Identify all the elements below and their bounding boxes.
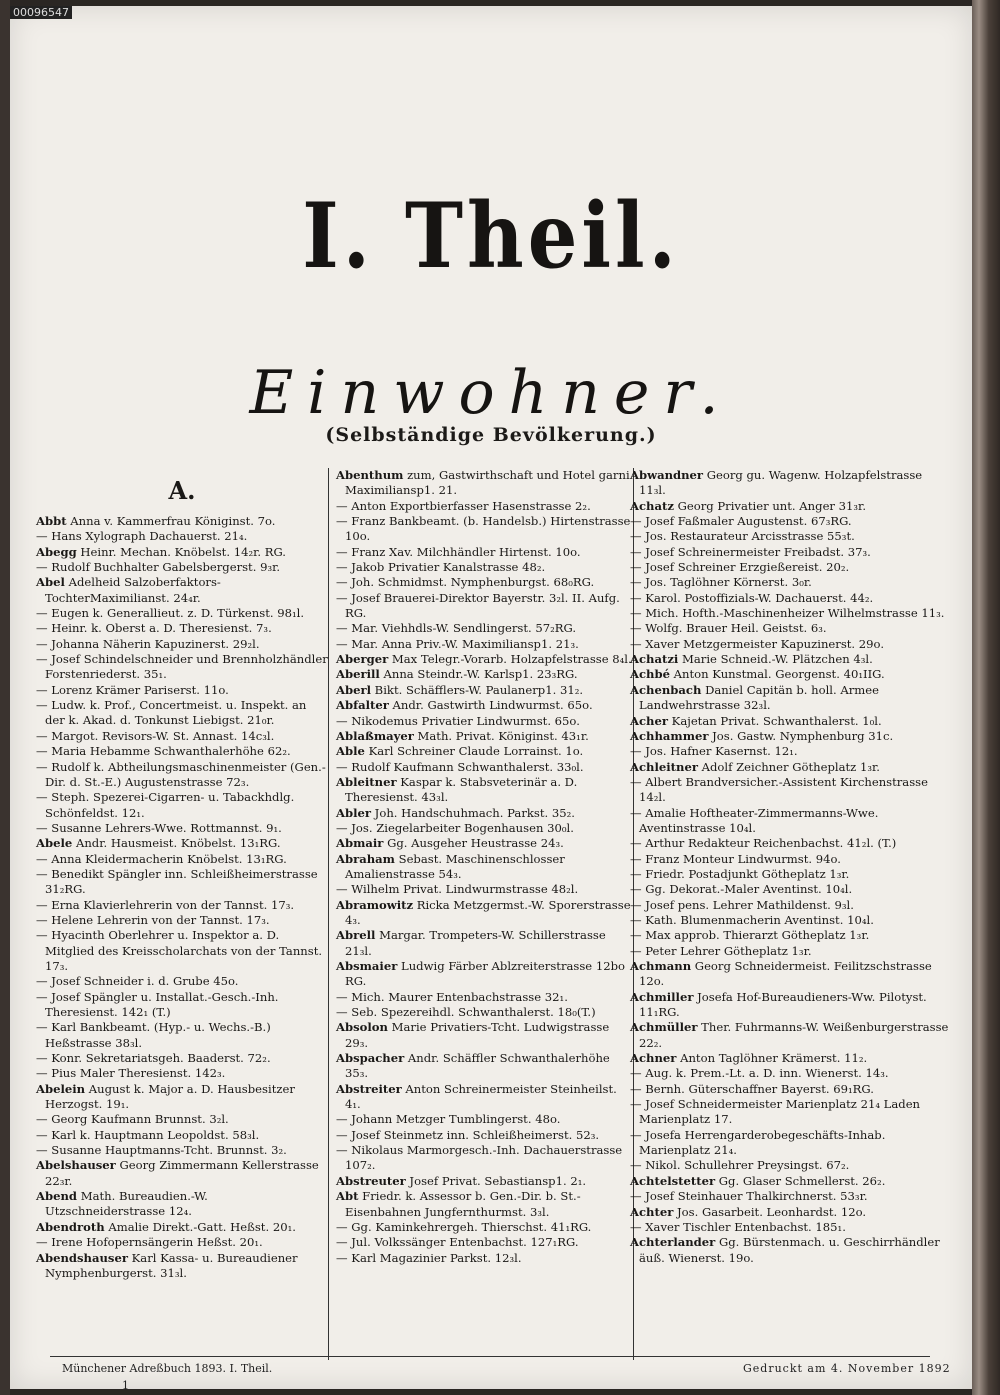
directory-entry: — Amalie Hoftheater-Zimmermanns-Wwe. Aventinstrasse 10₄l. [630, 805, 879, 835]
surname: Abegg [36, 544, 77, 559]
directory-entry: — Josef Schindelschneider und Brennholzhändler Forstenriederst. 35₁. [36, 652, 328, 682]
column-1 [36, 468, 328, 1281]
directory-entry: Achatz Georg Privatier unt. Anger 31₃r. [630, 498, 867, 513]
directory-entry: Abendroth Amalie Direkt.-Gatt. Heßst. 20₁. [36, 1219, 296, 1234]
directory-entry: — Franz Monteur Lindwurmst. 94o. [630, 851, 841, 866]
directory-entry: Abramowitz Ricka Metzgermst.-W. Sporerstrasse 4₃. [336, 897, 631, 927]
directory-entry: Achmiller Josefa Hof-Bureaudieners-Ww. Pilotyst. 11₁RG. [630, 989, 927, 1020]
letter-heading: A. [168, 476, 196, 505]
surname: Absolon [336, 1020, 388, 1035]
directory-entry: Ablaßmayer Math. Privat. Königinst. 43₁r. [336, 728, 589, 743]
surname: Abt [336, 1189, 359, 1204]
directory-entry: — Maria Hebamme Schwanthalerhöhe 62₂. [36, 744, 291, 759]
directory-entry: Abelshauser Georg Zimmermann Kellerstrasse 22₃r. [36, 1158, 319, 1188]
directory-entry: Aberger Max Telegr.-Vorarb. Holzapfelstrasse 8₄l. [336, 652, 632, 667]
surname: Achmüller [630, 1020, 698, 1035]
directory-entry: — Gg. Dekorat.-Maler Aventinst. 10₄l. [630, 882, 853, 897]
surname: Achmann [630, 959, 692, 973]
directory-entry: — Josef Schneider i. d. Grube 45o. [36, 974, 239, 989]
directory-entry: Achmann Georg Schneidermeist. Feilitzschstrasse 12o. [630, 959, 932, 989]
directory-entry: — Karol. Postoffizials-W. Dachauerst. 44₂. [630, 590, 874, 605]
directory-entry: — Karl k. Hauptmann Leopoldst. 58₃l. [36, 1127, 260, 1142]
directory-entry: — Hyacinth Oberlehrer u. Inspektor a. D. Mitglied des Kreisscholarchats von der Tannst. 17₃. [36, 928, 323, 973]
directory-entry: Achmüller Ther. Fuhrmanns-W. Weißenburgerstrasse 22₂. [630, 1020, 949, 1050]
directory-entry: Aberill Anna Steindr.-W. Karlsp1. 23₃RG. [336, 667, 578, 682]
directory-entry: — Hans Xylograph Dachauerst. 21₄. [36, 529, 248, 544]
surname: Abelshauser [36, 1158, 116, 1173]
surname: Achhammer [630, 728, 709, 743]
directory-entry: — Bernh. Güterschaffner Bayerst. 69₁RG. [630, 1081, 874, 1096]
directory-entry: — Franz Xav. Milchhändler Hirtenst. 10o. [336, 544, 581, 559]
footer-print-date: Gedruckt am 4. November 1892 [743, 1362, 951, 1375]
directory-entry: — Aug. k. Prem.-Lt. a. D. inn. Wienerst. 14₃. [630, 1066, 889, 1081]
directory-entry: — Jos. Taglöhner Körnerst. 3₀r. [630, 575, 812, 590]
surname: Abrell [336, 928, 376, 943]
directory-entry: — Jakob Privatier Kanalstrasse 48₂. [336, 560, 546, 575]
directory-entry: Achatzi Marie Schneid.-W. Plätzchen 4₃l. [630, 652, 873, 667]
directory-entry: — Benedikt Spängler inn. Schleißheimerstrasse 31₂RG. [36, 866, 318, 897]
directory-entry: — Jos. Ziegelarbeiter Bogenhausen 30₀l. [336, 820, 574, 835]
directory-entry: — Albert Brandversicher.-Assistent Kirchenstrasse 14₂l. [630, 774, 928, 805]
directory-entry: — Heinr. k. Oberst a. D. Theresienst. 7₃. [36, 621, 272, 636]
directory-entry: Abendshauser Karl Kassa- u. Bureaudiener Nymphenburgerst. 31₃l. [36, 1250, 298, 1280]
directory-entry: Abenthum zum, Gastwirthschaft und Hotel garni Maximiliansp1. 21. [336, 468, 630, 498]
surname: Absmaier [336, 959, 398, 973]
directory-entry: — Josef Faßmaler Augustenst. 67₃RG. [630, 514, 852, 529]
directory-entry: — Josef Steinhauer Thalkirchnerst. 53₃r. [630, 1189, 868, 1204]
directory-entry: — Mar. Anna Priv.-W. Maximiliansp1. 21₃. [336, 636, 579, 651]
surname: Abraham [336, 851, 395, 866]
surname: Abendshauser [36, 1250, 128, 1265]
directory-entry: Achbé Anton Kunstmal. Georgenst. 40₁IIG. [630, 667, 885, 682]
directory-entry: — Steph. Spezerei-Cigarren- u. Tabackhdlg. Schönfeldst. 12₁. [36, 790, 295, 820]
directory-entry: — Max approb. Thierarzt Götheplatz 1₃r. [630, 928, 870, 943]
directory-entry: — Josef Steinmetz inn. Schleißheimerst. 52₃. [336, 1127, 600, 1142]
directory-entry: — Georg Kaufmann Brunnst. 3₂l. [36, 1112, 229, 1127]
directory-entry: — Nikol. Schullehrer Preysingst. 67₂. [630, 1158, 850, 1173]
directory-entry: — Rudolf Buchhalter Gabelsbergerst. 9₃r. [36, 560, 281, 575]
directory-entry: — Susanne Hauptmanns-Tcht. Brunnst. 3₂. [36, 1143, 287, 1158]
directory-entry: Achner Anton Taglöhner Krämerst. 11₂. [630, 1051, 868, 1066]
directory-entry: — Joh. Schmidmst. Nymphenburgst. 68₀RG. [336, 575, 595, 590]
directory-entry: — Josef pens. Lehrer Mathildenst. 9₃l. [630, 897, 854, 912]
surname: Abstreuter [336, 1173, 406, 1188]
surname: Ablaßmayer [336, 728, 414, 743]
directory-entry: Abrell Margar. Trompeters-W. Schillerstrasse 21₃l. [336, 928, 606, 958]
surname: Abbt [36, 514, 67, 528]
column-2 [336, 468, 632, 1266]
directory-entry: — Josef Brauerei-Direktor Bayerstr. 3₂l. II. Aufg. RG. [336, 590, 620, 621]
directory-entry: — Jos. Restaurateur Arcisstrasse 55₃t. [630, 529, 855, 544]
directory-entry: Abstreuter Josef Privat. Sebastiansp1. 2₁. [336, 1173, 587, 1188]
directory-entry: — Friedr. Postadjunkt Götheplatz 1₃r. [630, 866, 850, 881]
directory-entry: Abegg Heinr. Mechan. Knöbelst. 14₂r. RG. [36, 544, 286, 559]
directory-entry: — Gg. Kaminkehrergeh. Thierschst. 41₁RG. [336, 1219, 592, 1234]
directory-entry: — Josef Schneidermeister Marienplatz 21₄ Laden Marienplatz 17. [630, 1097, 921, 1127]
surname: Achatzi [630, 652, 679, 667]
surname: Achterlander [630, 1235, 716, 1250]
surname: Achner [630, 1051, 677, 1066]
directory-entry: Achhammer Jos. Gastw. Nymphenburg 31c. [630, 728, 894, 743]
directory-entry: Ableitner Kaspar k. Stabsveterinär a. D. Theresienst. 43₃l. [336, 774, 578, 805]
directory-entry: — Lorenz Krämer Pariserst. 11o. [36, 682, 229, 697]
surname: Abenthum [336, 468, 404, 482]
surname: Abendroth [36, 1219, 105, 1234]
surname: Aberger [336, 652, 389, 667]
directory-entry: — Anna Kleidermacherin Knöbelst. 13₁RG. [36, 851, 287, 866]
surname: Achmiller [630, 989, 694, 1004]
directory-entry: — Margot. Revisors-W. St. Annast. 14c₃l. [36, 728, 275, 743]
directory-entry: — Johann Metzger Tumblingerst. 48o. [336, 1112, 561, 1127]
surname: Acher [630, 713, 668, 728]
directory-entry: Achleitner Adolf Zeichner Götheplatz 1₃r. [630, 759, 880, 774]
surname: Abramowitz [336, 897, 414, 912]
surname: Achenbach [630, 682, 702, 697]
surname: Able [336, 744, 365, 759]
surname: Achatz [630, 498, 674, 513]
directory-entry: Achtelstetter Gg. Glaser Schmellerst. 26₂. [630, 1173, 886, 1188]
directory-entry: — Seb. Spezereihdl. Schwanthalerst. 18₀(T.) [336, 1005, 596, 1020]
directory-entry: — Mich. Hofth.-Maschinenheizer Wilhelmstrasse 11₃. [630, 606, 945, 621]
surname: Abelein [36, 1081, 86, 1096]
surname: Abspacher [336, 1051, 405, 1066]
directory-entry: Abmair Gg. Ausgeher Heustrasse 24₃. [336, 836, 564, 851]
directory-entry: Abele Andr. Hausmeist. Knöbelst. 13₁RG. [36, 836, 281, 851]
surname: Aberl [336, 682, 371, 697]
directory-entry: — Kath. Blumenmacherin Aventinst. 10₄l. [630, 912, 874, 927]
directory-entry: — Nikodemus Privatier Lindwurmst. 65o. [336, 713, 580, 728]
footer-imprint: Münchener Adreßbuch 1893. I. Theil. [62, 1362, 273, 1375]
directory-entry: Abend Math. Bureaudien.-W. Utzschneiderstrasse 12₄. [36, 1189, 208, 1219]
directory-entry: — Xaver Metzgermeister Kapuzinerst. 29o. [630, 636, 885, 651]
directory-entry: Achterlander Gg. Bürstenmach. u. Geschirrhändler äuß. Wienerst. 19o. [630, 1235, 940, 1265]
directory-entry: Aberl Bikt. Schäfflers-W. Paulanerp1. 31₂. [336, 682, 584, 697]
directory-entry: Abwandner Georg gu. Wagenw. Holzapfelstrasse 11₃l. [630, 468, 923, 498]
directory-entry: — Josefa Herrengarderobegeschäfts-Inhab. Marienplatz 21₄. [630, 1127, 886, 1158]
directory-entry: Absmaier Ludwig Färber Ablzreiterstrasse 12bo RG. [336, 959, 625, 989]
main-title: Einwohner. [249, 358, 733, 428]
directory-entry: Able Karl Schreiner Claude Lorrainst. 1o. [336, 744, 584, 759]
surname: Achbé [630, 667, 670, 682]
directory-entry: — Irene Hofopernsängerin Heßst. 20₁. [36, 1235, 263, 1250]
directory-entry: Abelein August k. Major a. D. Hausbesitzer Herzogst. 19₁. [36, 1081, 295, 1112]
surname: Abler [336, 805, 371, 820]
part-title: I. Theil. [302, 184, 680, 289]
subtitle: (Selbständige Bevölkerung.) [325, 424, 657, 446]
surname: Abwandner [630, 468, 704, 482]
directory-entry: Abstreiter Anton Schreinermeister Steinheilst. 4₁. [336, 1081, 617, 1112]
directory-entry: Abfalter Andr. Gastwirth Lindwurmst. 65o. [336, 698, 593, 713]
directory-entry: — Johanna Näherin Kapuzinerst. 29₂l. [36, 636, 260, 651]
directory-entry: Achenbach Daniel Capitän b. holl. Armee Landwehrstrasse 32₃l. [630, 682, 880, 713]
directory-entry: — Josef Schreiner Erzgießereist. 20₂. [630, 560, 850, 575]
surname: Abend [36, 1189, 78, 1204]
directory-entry: — Konr. Sekretariatsgeh. Baaderst. 72₂. [36, 1051, 271, 1066]
directory-entry: — Anton Exportbierfasser Hasenstrasse 2₂. [336, 498, 591, 513]
directory-entry: Acher Kajetan Privat. Schwanthalerst. 1₀l. [630, 713, 882, 728]
directory-entry: — Arthur Redakteur Reichenbachst. 41₂l. (T.) [630, 836, 897, 851]
surname: Aberill [336, 667, 380, 682]
directory-entry: Abspacher Andr. Schäffler Schwanthalerhöhe 35₃. [336, 1051, 610, 1081]
directory-entry: Abraham Sebast. Maschinenschlosser Amalienstrasse 54₃. [336, 851, 565, 881]
surname: Abel [36, 575, 65, 590]
directory-entry: — Franz Bankbeamt. (b. Handelsb.) Hirtenstrasse 10o. [336, 514, 631, 544]
directory-entry: — Karl Bankbeamt. (Hyp.- u. Wechs.-B.) Heßstrasse 38₃l. [36, 1020, 271, 1050]
surname: Achtelstetter [630, 1173, 716, 1188]
directory-entry: — Josef Spängler u. Installat.-Gesch.-Inh. Theresienst. 142₁ (T.) [36, 989, 279, 1019]
directory-entry: — Mar. Viehhdls-W. Sendlingerst. 57₂RG. [336, 621, 577, 636]
book-spine [972, 0, 1000, 1395]
directory-entry: — Pius Maler Theresienst. 142₃. [36, 1066, 226, 1081]
book-left-edge [0, 0, 10, 1395]
column-divider [328, 468, 329, 1360]
surname: Abmair [336, 836, 384, 851]
directory-entry: — Peter Lehrer Götheplatz 1₃r. [630, 943, 812, 958]
sheet-id: 00096547 [10, 6, 72, 19]
directory-entry: — Wolfg. Brauer Heil. Geistst. 6₃. [630, 621, 827, 636]
directory-entry: — Helene Lehrerin von der Tannst. 17₃. [36, 912, 270, 927]
surname: Abstreiter [336, 1081, 402, 1096]
directory-entry: — Rudolf k. Abtheilungsmaschinenmeister (Gen.-Dir. d. St.-E.) Augustenstrasse 72₃. [36, 759, 326, 789]
page [10, 6, 972, 1389]
footer-rule [50, 1356, 930, 1357]
directory-entry: — Mich. Maurer Entenbachstrasse 32₁. [336, 989, 568, 1004]
directory-entry: — Jul. Volkssänger Entenbachst. 127₁RG. [336, 1235, 579, 1250]
directory-entry: — Eugen k. Generallieut. z. D. Türkenst. 98₁l. [36, 606, 305, 621]
page-number: 1 [122, 1379, 129, 1389]
directory-entry: Abbt Anna v. Kammerfrau Königinst. 7o. [36, 514, 276, 528]
directory-entry: Absolon Marie Privatiers-Tcht. Ludwigstrasse 29₃. [336, 1020, 610, 1050]
directory-entry: — Rudolf Kaufmann Schwanthalerst. 33₀l. [336, 759, 584, 774]
directory-entry: — Josef Schreinermeister Freibadst. 37₃. [630, 544, 871, 559]
directory-entry: — Susanne Lehrers-Wwe. Rottmannst. 9₁. [36, 820, 282, 835]
directory-entry: — Karl Magazinier Parkst. 12₃l. [336, 1250, 522, 1265]
surname: Achleitner [630, 759, 698, 774]
directory-entry: — Erna Klavierlehrerin von der Tannst. 17₃. [36, 897, 295, 912]
directory-entry: — Xaver Tischler Entenbachst. 185₁. [630, 1219, 846, 1234]
directory-entry: — Jos. Hafner Kasernst. 12₁. [630, 744, 798, 759]
directory-entry: — Wilhelm Privat. Lindwurmstrasse 48₂l. [336, 882, 579, 897]
column-3 [630, 468, 950, 1266]
surname: Ableitner [336, 774, 397, 789]
surname: Abfalter [336, 698, 389, 713]
directory-entry: Achter Jos. Gasarbeit. Leonhardst. 12o. [630, 1204, 867, 1219]
directory-entry: — Ludw. k. Prof., Concertmeist. u. Inspekt. an der k. Akad. d. Tonkunst Liebigst. 21₀r. [36, 698, 307, 728]
surname: Achter [630, 1204, 674, 1219]
directory-entry: Abt Friedr. k. Assessor b. Gen.-Dir. b. St.-Eisenbahnen Jungfernthurmst. 3₃l. [336, 1189, 581, 1219]
directory-entry: Abel Adelheid Salzoberfaktors-TochterMaximilianst. 24₄r. [36, 575, 221, 605]
directory-entry: — Nikolaus Marmorgesch.-Inh. Dachauerstrasse 107₂. [336, 1143, 623, 1173]
surname: Abele [36, 836, 73, 851]
directory-entry: Abler Joh. Handschuhmach. Parkst. 35₂. [336, 805, 575, 820]
